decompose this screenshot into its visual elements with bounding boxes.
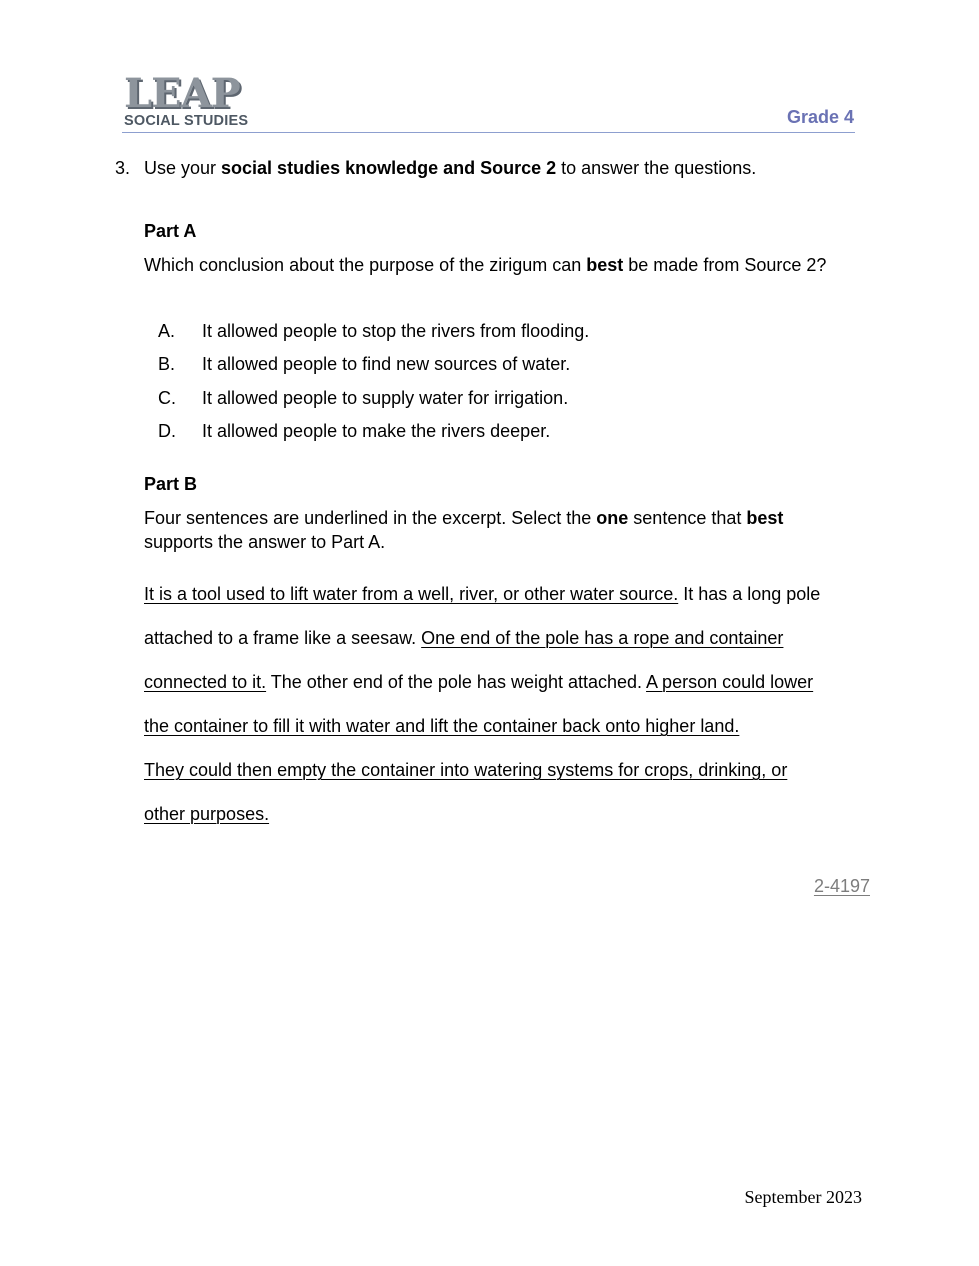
underlined-sentence-4[interactable]: They could then empty the container into watering systems for crops, drinking, or [144, 760, 788, 780]
underlined-sentence-2[interactable]: One end of the pole has a rope and container [421, 628, 784, 648]
option-d[interactable] [158, 420, 550, 442]
prompt-text-bold: social studies knowledge and Source 2 [221, 158, 557, 178]
instr-bold-1: one [596, 508, 629, 528]
question-number: 3. [115, 158, 131, 178]
excerpt-line-3 [144, 671, 884, 693]
option-b[interactable] [158, 353, 570, 375]
option-letter: B. [158, 354, 176, 374]
part-a-question [144, 253, 834, 277]
excerpt-line-4 [144, 715, 884, 737]
part-a-question-post: be made from Source 2? [623, 255, 827, 275]
instr-text-3: supports the answer to Part A. [144, 532, 386, 552]
item-id-link[interactable]: 2-4197 [813, 876, 870, 896]
option-c[interactable] [158, 387, 568, 409]
part-a-title: Part A [144, 221, 197, 241]
instr-bold-2: best [746, 508, 784, 528]
excerpt-line-2 [144, 627, 884, 649]
excerpt-line-6 [144, 803, 884, 825]
part-a-question-bold: best [586, 255, 624, 275]
underlined-sentence-3[interactable]: A person could lower [646, 672, 814, 692]
part-a-question-pre: Which conclusion about the purpose of the zirigum can [144, 255, 587, 275]
excerpt-plain-text: The other end of the pole has weight attached. [266, 672, 647, 692]
excerpt-line-5 [144, 759, 884, 781]
logo-sub-text: SOCIAL STUDIES [124, 113, 249, 129]
grade-label: Grade 4 [786, 107, 854, 127]
option-text: It allowed people to stop the rivers from flooding. [202, 321, 590, 341]
option-letter: A. [158, 321, 176, 341]
underlined-sentence-2-end[interactable]: connected to it. [144, 672, 267, 692]
footer-date: September 2023 [744, 1187, 862, 1207]
part-b-title: Part B [144, 474, 198, 494]
option-letter: C. [158, 388, 176, 408]
option-text: It allowed people to supply water for irrigation. [202, 388, 569, 408]
question-prompt [115, 157, 756, 179]
logo-main-text: LEAP [124, 70, 240, 117]
excerpt-plain-text: attached to a frame like a seesaw. [144, 628, 422, 648]
excerpt-line-1 [144, 583, 884, 605]
option-text: It allowed people to make the rivers deeper. [202, 421, 551, 441]
excerpt-plain-text: It has a long pole [678, 584, 821, 604]
prompt-text-post: to answer the questions. [556, 158, 757, 178]
option-text: It allowed people to find new sources of water. [202, 354, 571, 374]
underlined-sentence-3-end[interactable]: the container to fill it with water and lift the container back onto higher land. [144, 716, 740, 736]
part-b-instructions [144, 506, 834, 554]
option-a[interactable] [158, 320, 589, 342]
prompt-text-pre: Use your [144, 158, 222, 178]
leap-logo [124, 70, 264, 130]
instr-text-2: sentence that [628, 508, 747, 528]
header-divider [122, 132, 855, 133]
instr-text-1: Four sentences are underlined in the excerpt. Select the [144, 508, 597, 528]
option-letter: D. [158, 421, 176, 441]
underlined-sentence-4-end[interactable]: other purposes. [144, 804, 270, 824]
underlined-sentence-1[interactable]: It is a tool used to lift water from a well, river, or other water source. [144, 584, 679, 604]
